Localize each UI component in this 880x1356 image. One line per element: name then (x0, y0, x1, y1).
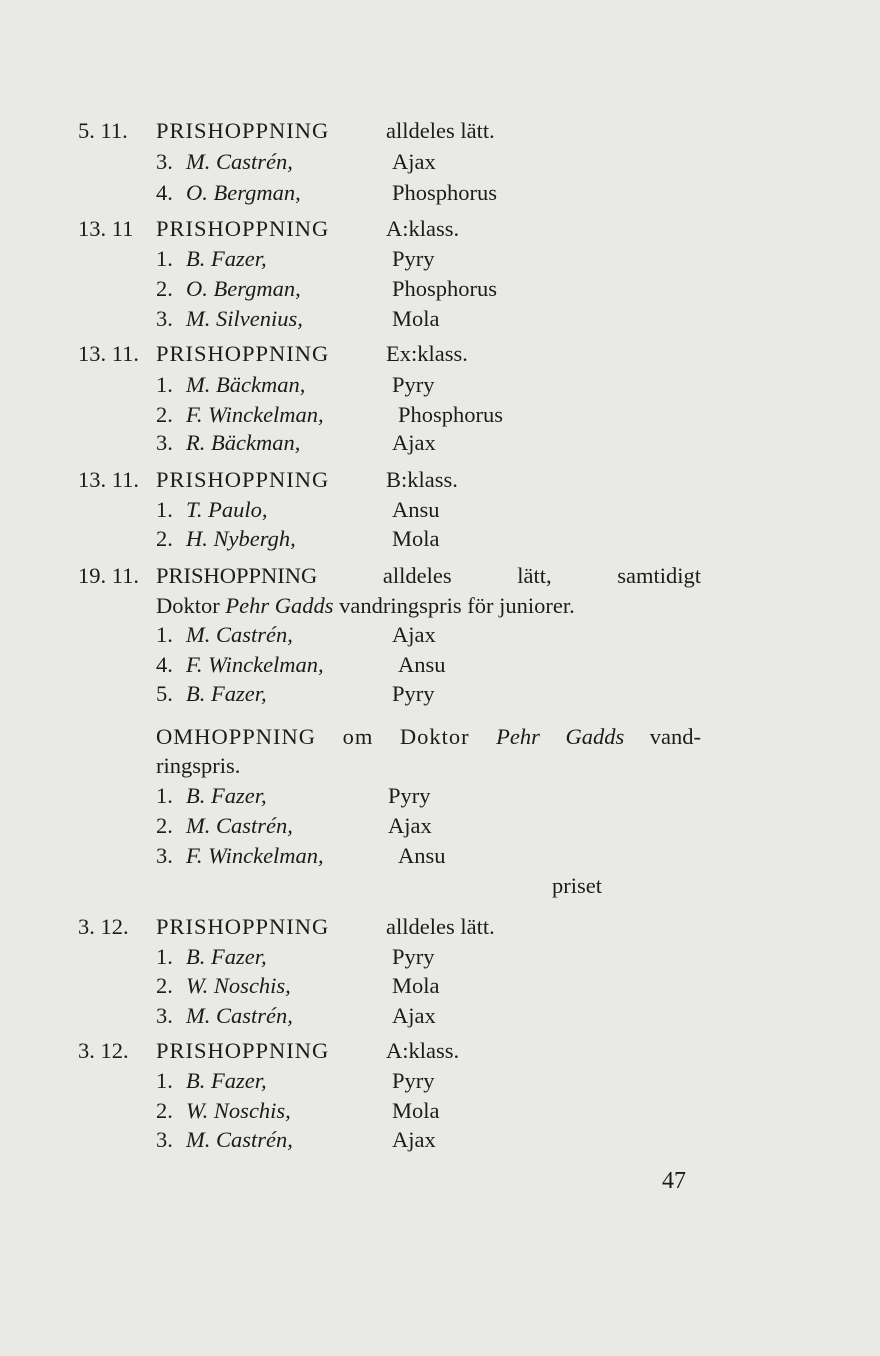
event-type: PRISHOPPNING (156, 341, 330, 366)
placing: 1. (156, 372, 173, 397)
event-type: PRISHOPPNING (156, 914, 330, 939)
rider-name: M. Bäckman, (186, 372, 306, 397)
event-date: 19. 11. (78, 563, 140, 588)
club-name: Ajax (392, 1127, 436, 1152)
placing: 1. (156, 622, 173, 647)
placing: 3. (156, 149, 173, 174)
club-name: Phosphorus (398, 402, 504, 427)
rider-name: M. Castrén, (186, 149, 293, 174)
placing: 1. (156, 246, 173, 271)
club-name: Ansu (392, 497, 440, 522)
rider-name: B. Fazer, (186, 246, 267, 271)
event-date: 3. 12. (78, 914, 129, 939)
placing: 2. (156, 526, 173, 551)
club-name: Ajax (392, 622, 436, 647)
club-name: Pyry (392, 944, 435, 969)
placing: 2. (156, 402, 173, 427)
rider-name: B. Fazer, (186, 681, 267, 706)
placing: 4. (156, 180, 173, 205)
club-name: Pyry (388, 783, 431, 808)
rider-name: F. Winckelman, (186, 652, 324, 677)
club-name: Ajax (388, 813, 432, 838)
text-fragment: ringspris. (156, 753, 241, 778)
placing: 3. (156, 1003, 173, 1028)
placing: 5. (156, 681, 173, 706)
rider-name: B. Fazer, (186, 783, 267, 808)
club-name: Mola (392, 526, 440, 551)
placing: 3. (156, 843, 173, 868)
page-number: 47 (662, 1168, 686, 1194)
rider-name: B. Fazer, (186, 944, 267, 969)
placing: 1. (156, 944, 173, 969)
rider-name: M. Castrén, (186, 813, 293, 838)
placing: 3. (156, 306, 173, 331)
text-fragment: Doktor (156, 593, 226, 618)
placing: 2. (156, 1098, 173, 1123)
event-class: A:klass. (386, 216, 460, 241)
club-name: Ajax (392, 149, 436, 174)
club-name: Pyry (392, 681, 435, 706)
text-fragment: vandringspris för juniorer. (333, 593, 575, 618)
trophy-donor-name: Pehr Gadds (496, 724, 625, 749)
rider-name: M. Castrén, (186, 622, 293, 647)
rider-name: W. Noschis, (186, 1098, 291, 1123)
event-class: Ex:klass. (386, 341, 468, 366)
placing: 1. (156, 1068, 173, 1093)
club-name: Ansu (398, 843, 446, 868)
placing: 2. (156, 813, 173, 838)
placing: 1. (156, 783, 173, 808)
club-name: Pyry (392, 372, 435, 397)
event-class: A:klass. (386, 1038, 460, 1063)
club-name: Ansu (398, 652, 446, 677)
club-name: Mola (392, 306, 440, 331)
placing: 2. (156, 276, 173, 301)
club-name: Mola (392, 1098, 440, 1123)
placing: 4. (156, 652, 173, 677)
event-description: PRISHOPPNING alldeles lätt, samtidigt (156, 563, 701, 588)
placing: 2. (156, 973, 173, 998)
event-type: PRISHOPPNING (156, 118, 330, 143)
event-class: alldeles lätt. (386, 914, 495, 939)
rider-name: M. Castrén, (186, 1127, 293, 1152)
event-date: 5. 11. (78, 118, 128, 143)
club-name: Pyry (392, 246, 435, 271)
event-date: 13. 11 (78, 216, 134, 241)
event-class: B:klass. (386, 467, 458, 492)
rider-name: O. Bergman, (186, 276, 301, 301)
club-name: Ajax (392, 430, 436, 455)
rider-name: W. Noschis, (186, 973, 291, 998)
rider-name: B. Fazer, (186, 1068, 267, 1093)
event-type: PRISHOPPNING (156, 467, 330, 492)
rider-name: M. Silvenius, (186, 306, 303, 331)
rider-name: R. Bäckman, (186, 430, 301, 455)
trophy-donor-name: Pehr Gadds (225, 593, 334, 618)
club-name: Pyry (392, 1068, 435, 1093)
rider-name: H. Nybergh, (186, 526, 296, 551)
rider-name: O. Bergman, (186, 180, 301, 205)
text-fragment: OMHOPPNING om Doktor (156, 724, 497, 749)
club-name: Phosphorus (392, 276, 498, 301)
participants-note: priset (552, 873, 602, 898)
event-type: PRISHOPPNING (156, 1038, 330, 1063)
club-name: Phosphorus (392, 180, 498, 205)
rider-name: F. Winckelman, (186, 843, 324, 868)
placing: 3. (156, 430, 173, 455)
club-name: Mola (392, 973, 440, 998)
event-class: alldeles lätt. (386, 118, 495, 143)
text-fragment: vand- (624, 724, 701, 749)
event-date: 3. 12. (78, 1038, 129, 1063)
event-date: 13. 11. (78, 467, 140, 492)
club-name: Ajax (392, 1003, 436, 1028)
placing: 3. (156, 1127, 173, 1152)
rider-name: F. Winckelman, (186, 402, 324, 427)
event-type: PRISHOPPNING (156, 216, 330, 241)
rider-name: M. Castrén, (186, 1003, 293, 1028)
rider-name: T. Paulo, (186, 497, 268, 522)
event-date: 13. 11. (78, 341, 140, 366)
placing: 1. (156, 497, 173, 522)
